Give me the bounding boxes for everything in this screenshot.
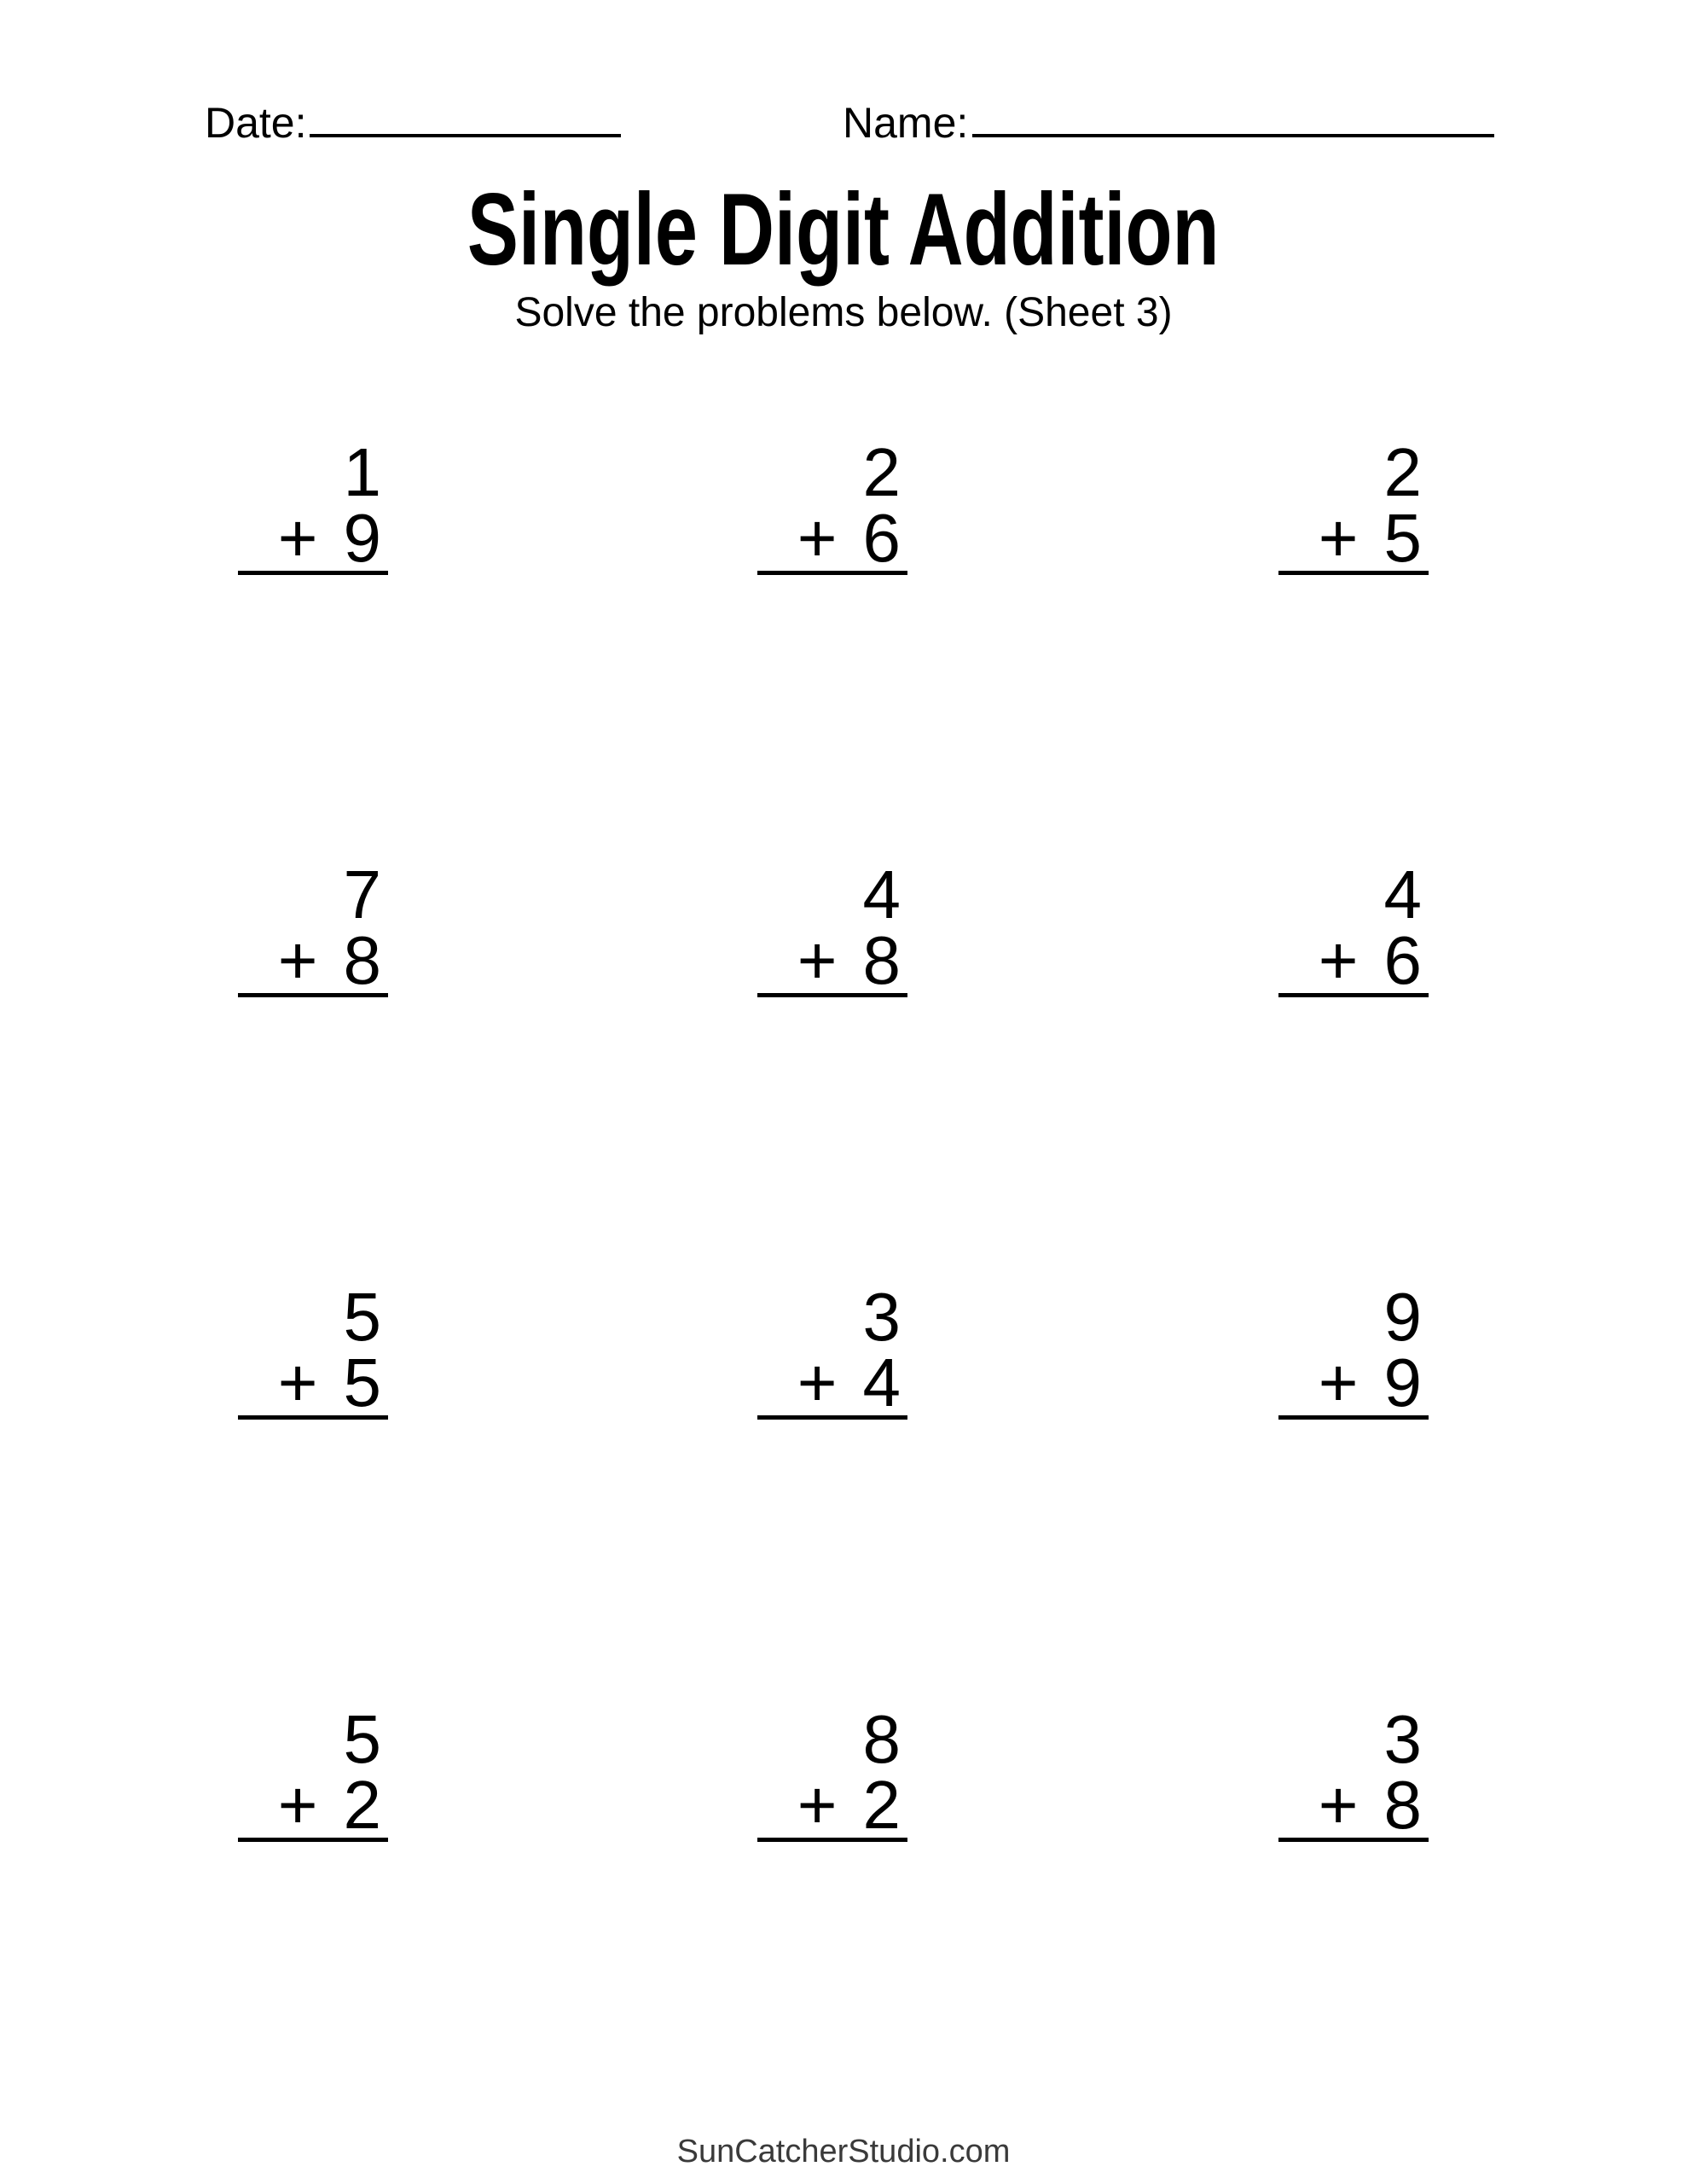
addition-problem-2 — [757, 434, 907, 576]
bottom-addend: 8 — [862, 922, 901, 998]
plus-operator: + — [797, 922, 838, 998]
addition-problem-10 — [238, 1701, 388, 1843]
addition-problem-12 — [1278, 1701, 1429, 1843]
addition-problem-8 — [757, 1279, 907, 1420]
top-addend: 2 — [1383, 434, 1422, 510]
page-subtitle: Solve the problems below. (Sheet 3) — [514, 290, 1173, 335]
bottom-addend: 8 — [1383, 1767, 1422, 1843]
page-title: Single Digit Addition — [467, 172, 1220, 287]
bottom-row — [757, 1767, 907, 1843]
bottom-row — [238, 1767, 388, 1843]
bottom-addend: 4 — [862, 1345, 901, 1420]
bottom-row — [238, 500, 388, 576]
bottom-row — [757, 500, 907, 576]
top-addend: 5 — [343, 1279, 381, 1355]
bottom-row — [1278, 922, 1429, 998]
plus-operator: + — [1318, 1767, 1359, 1843]
plus-operator: + — [277, 500, 318, 576]
date-label: Date: — [205, 99, 307, 147]
bottom-row — [1278, 1767, 1429, 1843]
footer-website: SunCatcherStudio.com — [676, 2134, 1011, 2169]
plus-operator: + — [277, 1345, 318, 1420]
plus-operator: + — [1318, 500, 1359, 576]
plus-operator: + — [1318, 922, 1359, 998]
plus-operator: + — [797, 1345, 838, 1420]
addition-problem-3 — [1278, 434, 1429, 576]
bottom-addend: 9 — [1383, 1345, 1422, 1420]
name-blank-line — [972, 134, 1494, 137]
top-addend: 4 — [1383, 857, 1422, 932]
addition-problem-4 — [238, 857, 388, 998]
bottom-addend: 5 — [1383, 500, 1422, 576]
page-title-row — [0, 172, 1687, 287]
top-addend: 8 — [862, 1701, 901, 1777]
plus-operator: + — [277, 922, 318, 998]
addition-problem-5 — [757, 857, 907, 998]
bottom-addend: 2 — [343, 1767, 381, 1843]
bottom-row — [1278, 1345, 1429, 1420]
name-label: Name: — [843, 99, 969, 147]
bottom-addend: 9 — [343, 500, 381, 576]
bottom-row — [757, 922, 907, 998]
bottom-addend: 8 — [343, 922, 381, 998]
bottom-addend: 6 — [1383, 922, 1422, 998]
top-addend: 2 — [862, 434, 901, 510]
bottom-row — [238, 1345, 388, 1420]
plus-operator: + — [1318, 1345, 1359, 1420]
addition-problem-7 — [238, 1279, 388, 1420]
addition-problem-9 — [1278, 1279, 1429, 1420]
bottom-addend: 2 — [862, 1767, 901, 1843]
bottom-row — [1278, 500, 1429, 576]
bottom-addend: 5 — [343, 1345, 381, 1420]
top-addend: 7 — [343, 857, 381, 932]
bottom-row — [757, 1345, 907, 1420]
plus-operator: + — [797, 1767, 838, 1843]
addition-problem-6 — [1278, 857, 1429, 998]
top-addend: 4 — [862, 857, 901, 932]
top-addend: 5 — [343, 1701, 381, 1777]
top-addend: 1 — [343, 434, 381, 510]
plus-operator: + — [797, 500, 838, 576]
bottom-row — [238, 922, 388, 998]
top-addend: 3 — [862, 1279, 901, 1355]
top-addend: 3 — [1383, 1701, 1422, 1777]
bottom-addend: 6 — [862, 500, 901, 576]
plus-operator: + — [277, 1767, 318, 1843]
date-blank-line — [310, 134, 621, 137]
addition-problem-1 — [238, 434, 388, 576]
top-addend: 9 — [1383, 1279, 1422, 1355]
addition-problem-11 — [757, 1701, 907, 1843]
